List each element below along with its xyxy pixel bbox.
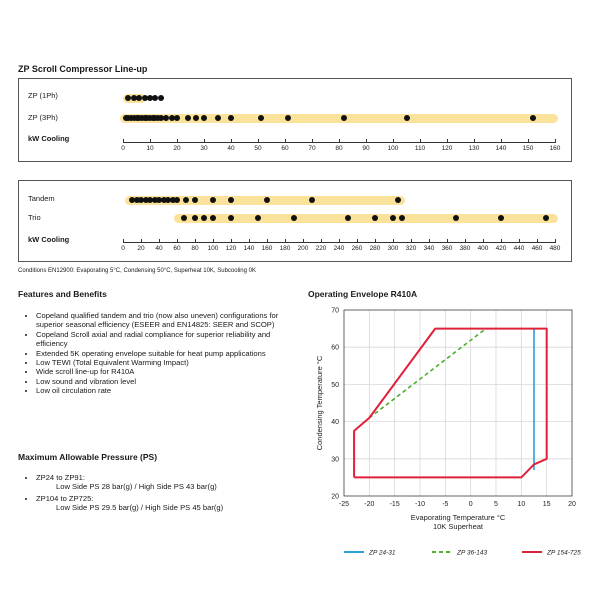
model-dot: [228, 197, 234, 203]
model-dot: [404, 115, 410, 121]
legend-label: ZP 24-31: [369, 549, 396, 557]
model-dot: [530, 115, 536, 121]
y-tick-label: 70: [331, 307, 339, 315]
y-tick-label: 50: [331, 381, 339, 389]
lineup-chart-2: [18, 180, 572, 262]
plot-frame: [344, 310, 572, 496]
pressure-item-detail: Low Side PS 28 bar(g) / High Side PS 43 bar(g): [56, 482, 217, 492]
model-dot: [258, 115, 264, 121]
axis-tick: [321, 239, 322, 243]
x-axis-label-2: 10K Superheat: [432, 522, 484, 531]
axis-tick: [312, 139, 313, 143]
axis-tick: [177, 239, 178, 243]
model-dot: [210, 197, 216, 203]
axis-tick: [177, 139, 178, 143]
x-tick-label: 5: [494, 501, 498, 508]
pressure-item-detail: Low Side PS 29.5 bar(g) / High Side PS 45 bar(g): [56, 503, 224, 513]
model-dot: [192, 215, 198, 221]
model-dot: [181, 215, 187, 221]
tick-label: 0: [121, 245, 125, 252]
row-label: ZP (1Ph): [28, 91, 58, 100]
tick-label: 140: [495, 145, 507, 152]
tick-label: 220: [315, 245, 327, 252]
tick-label: 360: [441, 245, 453, 252]
axis-tick: [258, 139, 259, 143]
feature-item: • Wide scroll line-up for R410A: [36, 367, 282, 376]
axis-tick: [537, 239, 538, 243]
axis-tick: [213, 239, 214, 243]
model-dot: [183, 197, 189, 203]
model-dot: [309, 197, 315, 203]
tick-label: 400: [477, 245, 489, 252]
tick-label: 380: [459, 245, 471, 252]
tick-label: 480: [549, 245, 561, 252]
model-dot: [255, 215, 261, 221]
tick-label: 240: [333, 245, 345, 252]
axis-tick: [528, 139, 529, 143]
tick-label: 120: [441, 145, 453, 152]
row-label: ZP (3Ph): [28, 113, 58, 122]
feature-item: • Low oil circulation rate: [36, 386, 282, 395]
row-label: Tandem: [28, 194, 55, 203]
model-dot: [185, 115, 191, 121]
axis-tick: [150, 139, 151, 143]
axis-tick: [231, 239, 232, 243]
pressure-list: [22, 473, 292, 513]
model-dot: [215, 115, 221, 121]
envelope-chart: [300, 300, 590, 590]
model-dot: [345, 215, 351, 221]
legend-label: ZP 36-143: [457, 549, 488, 557]
tick-label: 130: [468, 145, 480, 152]
tick-label: 150: [522, 145, 534, 152]
model-dot: [192, 197, 198, 203]
pressure-item: [36, 494, 292, 513]
axis-tick: [420, 139, 421, 143]
model-dot: [210, 215, 216, 221]
tick-label: 70: [308, 145, 316, 152]
axis-tick: [447, 239, 448, 243]
model-dot: [228, 215, 234, 221]
model-dot: [453, 215, 459, 221]
model-dot: [291, 215, 297, 221]
axis-tick: [339, 139, 340, 143]
axis-tick: [303, 239, 304, 243]
axis-tick: [141, 239, 142, 243]
axis-tick: [393, 139, 394, 143]
tick-label: 120: [225, 245, 237, 252]
x-tick-label: -20: [364, 501, 375, 508]
tick-label: 0: [121, 145, 125, 152]
tick-label: 80: [335, 145, 343, 152]
x-tick-label: -15: [389, 501, 400, 508]
model-dot: [228, 115, 234, 121]
model-dot: [158, 95, 164, 101]
axis-tick: [393, 239, 394, 243]
conditions-note: Conditions EN12900: Evaporating 5°C, Condensing 50°C, Superheat 10K, Subcooling 0K: [18, 268, 256, 274]
axis-tick: [249, 239, 250, 243]
lineup-plot-1: [19, 79, 571, 161]
x-tick-label: -5: [442, 501, 449, 508]
pressure-item-label: • ZP24 to ZP91:: [36, 473, 85, 482]
legend-label: ZP 154-725: [547, 549, 581, 557]
features-list: [22, 311, 282, 396]
x-tick-label: 10: [517, 501, 526, 508]
axis-label: kW Cooling: [28, 235, 70, 244]
model-dot: [399, 215, 405, 221]
series-line: [369, 329, 486, 418]
axis-tick: [501, 139, 502, 143]
model-dot: [390, 215, 396, 221]
tick-label: 110: [414, 145, 426, 152]
row-label: Trio: [28, 213, 41, 222]
tick-label: 80: [191, 245, 199, 252]
feature-item: • Low TEWI (Total Equivalent Warming Impact): [36, 358, 282, 367]
model-dot: [372, 215, 378, 221]
axis-tick: [339, 239, 340, 243]
model-dot: [341, 115, 347, 121]
pressure-item: [36, 473, 292, 492]
tick-label: 180: [279, 245, 291, 252]
axis-tick: [267, 239, 268, 243]
tick-label: 340: [423, 245, 435, 252]
feature-item: • Copeland Scroll axial and radial compliance for superior reliability and efficiency: [36, 330, 282, 349]
tick-label: 260: [351, 245, 363, 252]
tick-label: 60: [173, 245, 181, 252]
axis-tick: [123, 139, 124, 143]
lineup-title: ZP Scroll Compressor Line-up: [18, 64, 148, 74]
axis-tick: [375, 239, 376, 243]
tick-label: 90: [362, 145, 370, 152]
x-axis-label: Evaporating Temperature °C: [410, 513, 506, 522]
tick-label: 200: [297, 245, 309, 252]
tick-label: 280: [369, 245, 381, 252]
y-tick-label: 40: [331, 419, 339, 427]
axis-tick: [501, 239, 502, 243]
axis-tick: [483, 239, 484, 243]
tick-label: 440: [513, 245, 525, 252]
features-title: Features and Benefits: [18, 289, 107, 299]
tick-label: 300: [387, 245, 399, 252]
tick-label: 50: [254, 145, 262, 152]
model-dot: [193, 115, 199, 121]
lineup-plot-2: [19, 181, 571, 261]
pressure-title: Maximum Allowable Pressure (PS): [18, 452, 158, 462]
y-tick-label: 20: [331, 493, 339, 501]
y-axis-label: Condensing Temperature °C: [315, 355, 324, 451]
axis-tick: [555, 239, 556, 243]
axis-tick: [285, 139, 286, 143]
tick-label: 420: [495, 245, 507, 252]
y-tick-label: 60: [331, 344, 339, 352]
tick-label: 60: [281, 145, 289, 152]
axis-tick: [159, 239, 160, 243]
axis-tick: [429, 239, 430, 243]
tick-label: 160: [549, 145, 561, 152]
axis-tick: [357, 239, 358, 243]
x-tick-label: 20: [568, 501, 576, 508]
axis-tick: [285, 239, 286, 243]
x-tick-label: 0: [468, 501, 473, 508]
tick-label: 30: [200, 145, 208, 152]
axis-tick: [465, 239, 466, 243]
axis-tick: [195, 239, 196, 243]
envelope-title: Operating Envelope R410A: [308, 289, 418, 299]
model-dot: [498, 215, 504, 221]
tick-label: 100: [207, 245, 219, 252]
model-dot: [201, 115, 207, 121]
axis-tick: [366, 139, 367, 143]
series-line: [354, 329, 547, 478]
feature-item: • Low sound and vibration level: [36, 377, 282, 386]
axis-tick: [231, 139, 232, 143]
model-dot: [285, 115, 291, 121]
model-dot: [174, 197, 180, 203]
model-dot: [174, 115, 180, 121]
feature-item: • Copeland qualified tandem and trio (now also uneven) configurations for superior seasonal efficiency (ESEER and EN14825: SEER and SCOP): [36, 311, 282, 330]
x-tick-label: 15: [542, 501, 551, 508]
axis-tick: [204, 139, 205, 143]
tick-label: 40: [227, 145, 235, 152]
tick-label: 320: [405, 245, 417, 252]
x-tick-label: -25: [338, 501, 350, 508]
tick-label: 140: [243, 245, 255, 252]
tick-label: 100: [387, 145, 399, 152]
model-dot: [201, 215, 207, 221]
axis-tick: [519, 239, 520, 243]
tick-label: 460: [531, 245, 543, 252]
tick-label: 10: [146, 145, 154, 152]
feature-item: • Extended 5K operating envelope suitable for heat pump applications: [36, 349, 282, 358]
lineup-chart-1: [18, 78, 572, 162]
axis-tick: [474, 139, 475, 143]
tick-label: 40: [155, 245, 163, 252]
tick-label: 20: [137, 245, 145, 252]
model-dot: [543, 215, 549, 221]
y-tick-label: 30: [331, 456, 339, 464]
pressure-item-label: • ZP104 to ZP725:: [36, 493, 94, 503]
tick-label: 160: [261, 245, 273, 252]
model-dot: [395, 197, 401, 203]
model-dot: [264, 197, 270, 203]
axis-tick: [411, 239, 412, 243]
axis-tick: [555, 139, 556, 143]
tick-label: 20: [173, 145, 181, 152]
axis-tick: [447, 139, 448, 143]
x-tick-label: -10: [414, 501, 426, 508]
axis-label: kW Cooling: [28, 134, 70, 143]
axis-tick: [123, 239, 124, 243]
